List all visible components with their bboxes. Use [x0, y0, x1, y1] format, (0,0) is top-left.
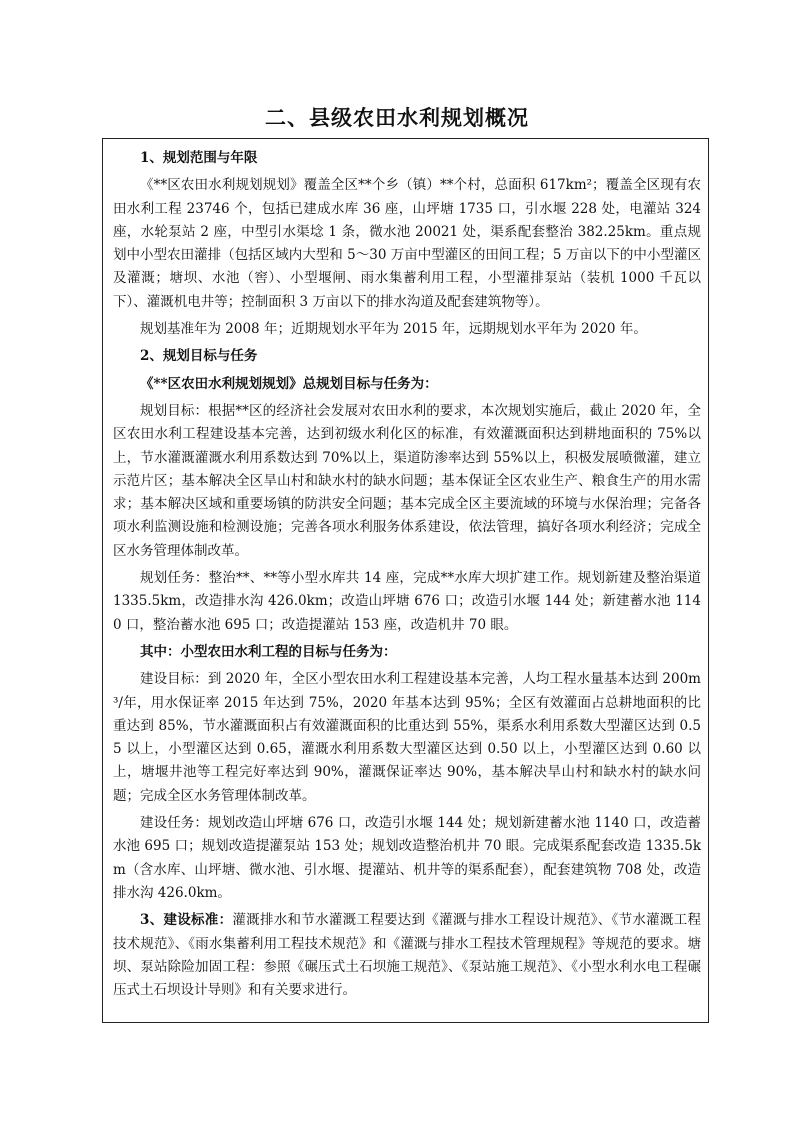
- section-2-paragraph-4: 建设任务：规划改造山坪塘 676 口，改造引水堰 144 处；规划新建蓄水池 1140 口，改造蓄水池 695 口；规划改造提灌泵站 153 处；规划改造整治机井 70 眼。完成渠系配套改造 1335.5km（含水库、山坪塘、微水池、引水堰、提灌站、机井等的渠系配套），配套建筑物 708 处，改造排水沟 426.0km。: [113, 815, 701, 901]
- content-body: [113, 147, 701, 1006]
- section-2-subheading: 《**区农田水利规划规划》总规划目标与任务为：: [140, 375, 438, 392]
- section-3-paragraph: [113, 909, 701, 1002]
- section-1-heading: 1、规划范围与年限: [140, 150, 258, 166]
- section-3-text: 灌溉排水和节水灌溉工程要达到《灌溉与排水工程设计规范》、《节水灌溉工程技术规范》、《雨水集蓄利用工程技术规范》和《灌溉与排水工程技术管理规程》等规范的要求。塘坝、泵站除险加固工程：参照《碾压式土石坝施工规范》、《泵站施工规范》、《小型水利水电工程碾压式土石坝设计导则》和有关要求进行。: [113, 912, 701, 999]
- section-3-heading: 3、建设标准：: [140, 912, 233, 929]
- section-2-paragraph-2: 规划任务：整治**、**等小型水库共 14 座，完成**水库大坝扩建工作。规划新建及整治渠道 1335.5km，改造排水沟 426.0km；改造山坪塘 676 口；改造引水堰 144 处；新建蓄水池 1140 口，整治蓄水池 695 口；改造提灌站 153 座，改造机井 70 眼。: [113, 570, 701, 633]
- section-1-paragraph-2: 规划基准年为 2008 年；近期规划水平年为 2015 年，远期规划水平年为 2020 年。: [140, 321, 647, 338]
- section-2-subheading-2: 其中：小型农田水利工程的目标与任务为：: [140, 643, 397, 660]
- section-2-paragraph-3: 建设目标：到 2020 年，全区小型农田水利工程建设基本完善，人均工程水量基本达到 200m³/年，用水保证率 2015 年达到 75%，2020 年基本达到 95%；全区有效灌面占总耕地面积的比重达到 85%，节水灌溉面积占有效灌溉面积的比重达到 55%，渠系水利用系数大型灌区达到 0.55 以上，小型灌区达到 0.65，灌溉水利用系数大型灌区达到 0.50 以上，小型灌区达到 0.60 以上，塘堰井池等工程完好率达到 90%，灌溉保证率达 90%，基本解决旱山村和缺水村的缺水问题；完成全区水务管理体制改革。: [113, 671, 701, 804]
- section-2-heading: 2、规划目标与任务: [140, 348, 258, 365]
- section-2-paragraph-1: 规划目标：根据**区的经济社会发展对农田水利的要求，本次规划实施后，截止 2020 年，全区农田水利工程建设基本完善，达到初级水利化区的标准，有效灌溉面积达到耕地面积的 75%以上，节水灌溉灌溉水利用系数达到 70%以上，渠道防渗率达到 55%以上，积极发展喷微灌，建立示范片区；基本解决全区旱山村和缺水村的缺水问题；基本保证全区农业生产、粮食生产的用水需求；基本解决区域和重要场镇的防洪安全问题；基本完成全区主要流域的环境与水保治理；完备各项水利监测设施和检测设施；完善各项水利服务体系建设，依法管理，搞好各项水利经济；完成全区水务管理体制改革。: [113, 402, 701, 559]
- content-frame: [102, 138, 709, 1023]
- section-1-paragraph-1: 《**区农田水利规划规划》覆盖全区**个乡（镇）**个村，总面积 617km²；覆盖全区现有农田水利工程 23746 个，包括已建成水库 36 座，山坪塘 1735 口，引水堰 228 处，电灌站 324 座，水轮泵站 2 座，中型引水渠埝 1 条，微水池 20021 处，渠系配套整治 382.25km。重点规划中小型农田灌排（包括区域内大型和 5～30 万亩中型灌区的田间工程；5 万亩以下的中小型灌区及灌溉；塘坝、水池（窖）、小型堰闸、雨水集蓄利用工程，小型灌排泵站（装机 1000 千瓦以下）、灌溉机电井等；控制面积 3 万亩以下的排水沟道及配套建筑物等）。: [113, 177, 701, 310]
- page-title: 二、县级农田水利规划概况: [265, 105, 529, 130]
